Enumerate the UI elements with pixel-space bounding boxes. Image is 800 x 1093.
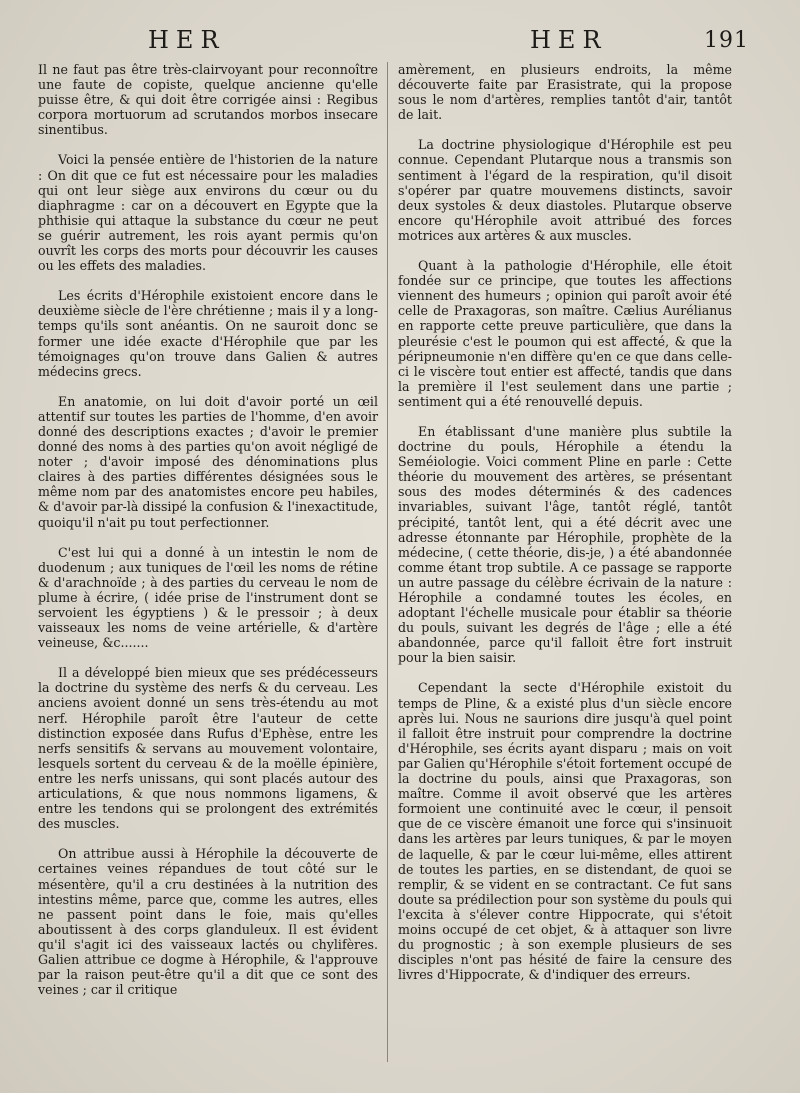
column-divider	[387, 62, 388, 1062]
running-title-right: HER	[530, 26, 608, 54]
right-column	[398, 62, 732, 997]
paragraph: La doctrine physiologique d'Hérophile est peu connue. Cependant Plutarque nous a transmis son sentiment à l'égard de la respiration, qu'il disoit s'opérer par quatre mouvemens distincts, savoir deux systoles & deux diastoles. Plutarque observe encore qu'Hérophile avoit attribué des forces motrices aux artères & aux muscles.	[398, 137, 732, 243]
paragraph: Voici la pensée entière de l'historien de la nature : On dit que ce fut est nécessaire pour les maladies qui ont leur siège aux environs du cœur ou du diaphragme : car on a découvert en Egypte que la phthisie qui attaque la substance du cœur ne peut se guérir autrement, les rois ayant permis qu'on ouvrît les corps des morts pour découvrir les causes ou les effets des maladies.	[38, 152, 378, 274]
paragraph: En anatomie, on lui doit d'avoir porté un œil attentif sur toutes les parties de l'homme, d'en avoir donné des descriptions exactes ; d'avoir le premier donné des noms à des parties qu'on avoit négligé de noter ; d'avoir imposé des dénominations plus claires à des parties différentes désignées sous le même nom par des anatomistes encore peu habiles, & d'avoir par-là dissipé la confusion & l'inexactitude, quoiqu'il n'ait pu tout perfectionner.	[38, 393, 378, 530]
paragraph: Les écrits d'Hérophile existoient encore dans le deuxième siècle de l'ère chrétienne ; mais il y a long-temps qu'ils sont anéantis. On ne sauroit donc se former une idée exacte d'Hérophile que par les témoignages qu'on trouve dans Galien & autres médecins grecs.	[38, 288, 378, 379]
left-column	[38, 62, 378, 1012]
paragraph: Cependant la secte d'Hérophile existoit du temps de Pline, & a existé plus d'un siècle encore après lui. Nous ne saurions dire jusqu'à quel point il falloit être instruit pour comprendre la doctrine d'Hérophile, ses écrits ayant disparu ; mais on voit par Galien qu'Hérophile s'étoit fortement occupé de la doctrine du pouls, ainsi que Praxagoras, son maître. Comme il avoit observé que les artères formoient une continuité avec le cœur, il pensoit que de ce viscère émanoit une force qui s'insinuoit dans les artères par leurs tuniques, & par le moyen de laquelle, & par le cœur lui-même, elles attirent de toutes les parties, en se distendant, de quoi se remplir, & se vident en se contractant. Ce fut sans doute sa prédilection pour son système du pouls qui l'excita à s'élever contre Hippocrate, qui s'étoit moins occupé de cet objet, & à attaquer son livre du prognostic ; à son exemple plusieurs de ses disciples n'ont pas hésité de faire la censure des livres d'Hippocrate, & d'indiquer des erreurs.	[398, 680, 732, 983]
paragraph: On attribue aussi à Hérophile la découverte de certaines veines répandues de tout côté sur le mésentère, qu'il a cru destinées à la nutrition des intestins même, parce que, comme les autres, elles ne passent point dans le foie, mais qu'elles aboutissent à des corps glanduleux. Il est évident qu'il s'agit ici des vaisseaux lactés ou chylifères. Galien attribue ce dogme à Hérophile, & l'approuve par la raison peut-être qu'il a dit que ce sont des veines ; car il critique	[38, 846, 378, 998]
paragraph: amèrement, en plusieurs endroits, la même découverte faite par Erasistrate, qui la propose sous le nom d'artères, remplies tantôt d'air, tantôt de lait.	[398, 62, 732, 123]
paragraph: Quant à la pathologie d'Hérophile, elle étoit fondée sur ce principe, que toutes les affections viennent des humeurs ; opinion qui paroît avoir été celle de Praxagoras, son maître. Cælius Aurélianus en rapporte cette preuve particulière, que dans la pleurésie c'est le poumon qui est affecté, & que la péripneumonie n'en diffère qu'en ce que dans celle-ci le viscère tout entier est affecté, tandis que dans la première il l'est seulement dans une partie ; sentiment qui a été renouvellé depuis.	[398, 258, 732, 409]
paragraph: Il ne faut pas être très-clairvoyant pour reconnoître une faute de copiste, quelque ancienne qu'elle puisse être, & qui doit être corrigée ainsi : Regibus corpora mortuorum ad scrutandos morbos insecare sinentibus.	[38, 62, 378, 138]
paragraph: En établissant d'une manière plus subtile la doctrine du pouls, Hérophile a étendu la Seméiologie. Voici comment Pline en parle : Cette théorie du mouvement des artères, se présentant sous des modes déterminés & des cadences invariables, suivant l'âge, tantôt réglé, tantôt précipité, tantôt lent, qui a été décrit avec une adresse étonnante par Hérophile, prophète de la médecine, ( cette théorie, dis-je, ) a été abandonnée comme étant trop subtile. A ce passage se rapporte un autre passage du célèbre écrivain de la nature : Hérophile a condamné toutes les écoles, en adoptant l'échelle musicale pour établir sa théorie du pouls, suivant les degrés de l'âge ; elle a été abandonnée, parce qu'il falloit être fort instruit pour la bien saisir.	[398, 423, 732, 666]
paragraph: Il a développé bien mieux que ses prédécesseurs la doctrine du système des nerfs & du cerveau. Les anciens avoient donné un sens très-étendu au mot nerf. Hérophile paroît être l'auteur de cette distinction exposée dans Rufus d'Ephèse, entre les nerfs sensitifs & servans au mouvement volontaire, lesquels sortent du cerveau & de la moëlle épinière, entre les nerfs unissans, qui sont placés autour des articulations, & que nous nommons ligamens, & entre les tendons qui se prolongent des extrémités des muscles.	[38, 665, 378, 832]
running-title-left: HER	[148, 26, 226, 54]
running-header	[0, 26, 800, 60]
paragraph: C'est lui qui a donné à un intestin le nom de duodenum ; aux tuniques de l'œil les noms de rétine & d'arachnoïde ; à des parties du cerveau le nom de plume à écrire, ( idée prise de l'instrument dont se servoient les égyptiens ) & le pressoir ; à deux vaisseaux les noms de veine artérielle, & d'artère veineuse, &c.......	[38, 544, 378, 651]
page-number: 191	[704, 28, 749, 53]
